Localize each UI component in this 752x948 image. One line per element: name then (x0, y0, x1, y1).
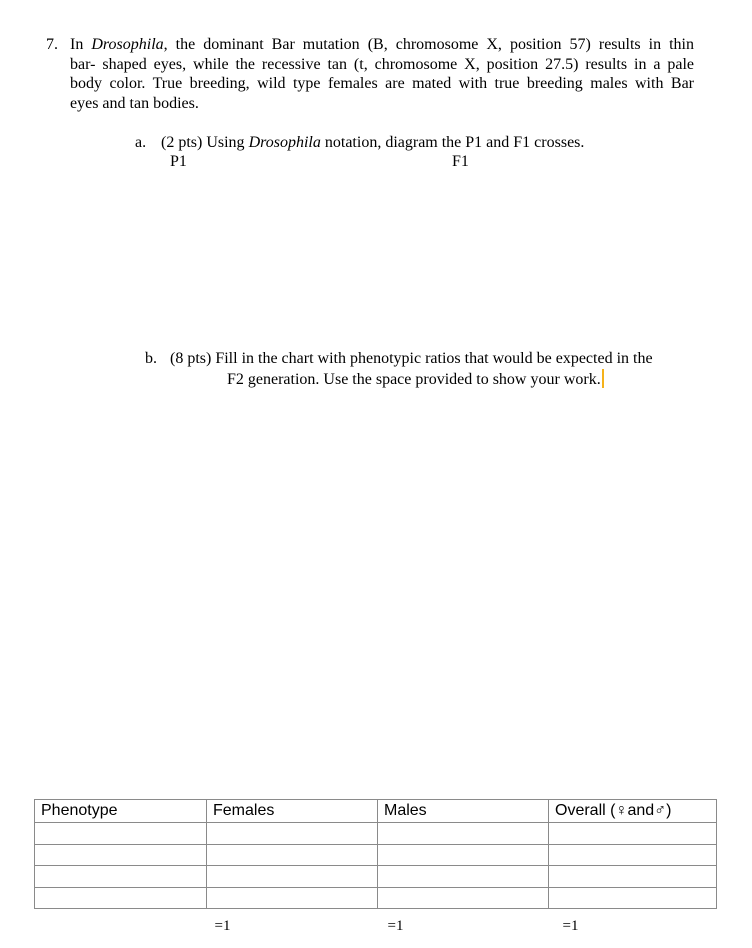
question-line-3: body color. True breeding, wild type females are mated with true breeding males with Bar (70, 75, 694, 92)
females-cell[interactable] (207, 844, 378, 866)
question-line-1: In Drosophila, the dominant Bar mutation (B, chromosome X, position 57) results in thin (70, 36, 695, 53)
f1-cross-label: F1 (452, 153, 469, 170)
total-overall: =1 (562, 918, 579, 934)
females-cell[interactable] (207, 866, 378, 888)
phenotype-cell[interactable] (35, 823, 207, 845)
table-row (35, 866, 717, 888)
part-b-prompt-line-1: (8 pts) Fill in the chart with phenotypic ratios that would be expected in the (170, 350, 653, 367)
phenotype-cell[interactable] (35, 887, 207, 909)
phenotype-cell[interactable] (35, 866, 207, 888)
question-number: 7. (46, 36, 58, 53)
table-row (35, 823, 717, 845)
overall-cell[interactable] (549, 844, 717, 866)
p1-cross-label: P1 (170, 153, 187, 170)
question-text (70, 35, 694, 113)
total-males: =1 (387, 918, 404, 934)
header-phenotype: Phenotype (35, 800, 207, 823)
overall-cell[interactable] (549, 866, 717, 888)
males-cell[interactable] (378, 823, 549, 845)
part-b-prompt-line-2: F2 generation. Use the space provided to show your work. (227, 369, 604, 390)
header-males: Males (378, 800, 549, 823)
phenotype-ratio-table (34, 799, 717, 943)
header-females: Females (207, 800, 378, 823)
males-cell[interactable] (378, 866, 549, 888)
question-line-4: eyes and tan bodies. (70, 94, 199, 112)
overall-cell[interactable] (549, 823, 717, 845)
part-b-letter: b. (145, 350, 157, 367)
table-header-row (35, 800, 717, 823)
overall-cell[interactable] (549, 887, 717, 909)
table-row (35, 844, 717, 866)
males-cell[interactable] (378, 887, 549, 909)
question-line-2: bar- shaped eyes, while the recessive tan (t, chromosome X, position 27.5) results in a pale (70, 55, 694, 73)
table-row (35, 887, 717, 909)
females-cell[interactable] (207, 823, 378, 845)
females-cell[interactable] (207, 887, 378, 909)
phenotype-cell[interactable] (35, 844, 207, 866)
total-phenotype (35, 909, 207, 944)
header-overall: Overall (♀and♂) (549, 800, 717, 823)
total-females: =1 (214, 918, 231, 934)
table-total-row (35, 909, 717, 944)
males-cell[interactable] (378, 844, 549, 866)
part-a-prompt: (2 pts) Using Drosophila notation, diagram the P1 and F1 crosses. (161, 134, 585, 151)
text-cursor (602, 369, 604, 388)
part-a-letter: a. (135, 134, 147, 151)
